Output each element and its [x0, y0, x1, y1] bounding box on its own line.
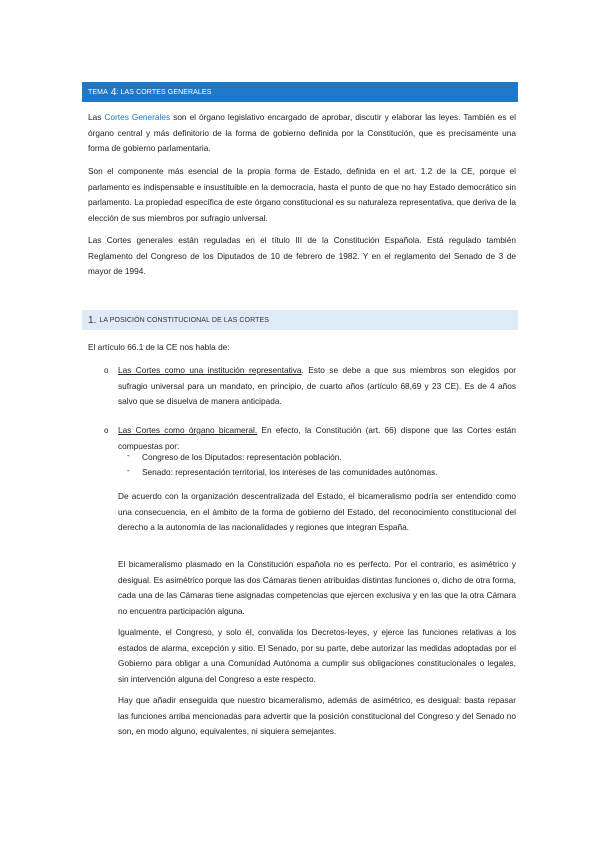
intro-paragraph-2: Son el componente más esencial de la propia forma de Estado, definida en el art. 1.2 de la CE, porque el parlamento es indispensable e insustituible en la democracia, hasta el punto de que no hay Estado democrático sin parlamento. La propiedad específica de este órgano constitucional es su naturaleza representativa, que deriva de la elección de sus miembros por sufragio universal.: [88, 166, 516, 223]
tema-title: : LAS CORTES GENERALES: [116, 88, 212, 96]
section-1-lead: El artículo 66.1 de la CE nos habla de:: [88, 342, 230, 352]
intro-p1-end: son el órgano legislativo encargado de aprobar, discutir y elaborar las leyes. También es el órgano central y más definitorio de la forma de gobierno definida por la Constitución, que es precisamente una forma de gobierno parlamentaria.: [88, 112, 516, 153]
section-1-number: 1.: [88, 314, 97, 326]
sub-dash-1: -: [127, 450, 130, 460]
cortes-generales-highlight: Cortes Generales: [104, 112, 171, 122]
paragraph-descentralizada: De acuerdo con la organización descentralizada del Estado, el bicameralismo podría ser entendido como una consecuencia, en el ámbito de la forma de gobierno del Estado, del reconocimiento constitucional del derecho a la autonomía de las nacionalidades y regiones que integran España.: [118, 491, 516, 532]
bullet-1-underlined: Las Cortes como una institución representativa: [118, 365, 302, 375]
tema-prefix: TEMA: [88, 88, 108, 96]
intro-p1-start: Las: [88, 112, 105, 122]
tema-header-band: [82, 82, 518, 102]
section-1-title: LA POSICIÓN CONSTITUCIONAL DE LAS CORTES: [99, 316, 270, 324]
paragraph-asimetrico: El bicameralismo plasmado en la Constitución española no es perfecto. Por el contrario, es asimétrico y desigual. Es asimétrico porque las dos Cámaras tienen atribuidas distintas funciones o, dicho de otra forma, cada una de las Cámaras tiene asignadas competencias que ejercen exclusiva y en las que la otra Cámara no encuentra participación alguna.: [118, 559, 516, 616]
bullet-marker-1: o: [104, 366, 109, 375]
sub-item-congreso: Congreso de los Diputados: representación población.: [142, 452, 342, 462]
bullet-2-text: En efecto, la Constitución (art. 66) dispone que las Cortes están compuestas por:: [118, 425, 517, 451]
paragraph-desigual: Hay que añadir enseguida que nuestro bicameralismo, además de asimétrico, es desigual: basta repasar las funciones arriba mencionadas para advertir que la posición constitucional del Congreso y del Senado no son, en modo alguno, equivalentes, ni siquiera semejantes.: [118, 695, 516, 736]
intro-paragraph-3: Las Cortes generales están reguladas en el título III de la Constitución Española. Está regulado también Reglamento del Congreso de los Diputados de 10 de febrero de 1982. Y en el reglamento del Senado de 3 de mayor de 1994.: [88, 235, 516, 276]
sub-dash-2: -: [127, 465, 130, 475]
sub-item-senado: Senado: representación territorial, los intereses de las comunidades autónomas.: [142, 467, 438, 477]
tema-number: 4: [110, 86, 117, 98]
section-1-header-band: [82, 310, 518, 330]
bullet-item-1: [118, 363, 516, 410]
paragraph-congreso-senado: Igualmente, el Congreso, y solo él, convalida los Decretos-leyes, y ejerce las funciones relativas a los estados de alarma, excepción y sitio. El Senado, por su parte, debe autorizar las medidas adoptadas por el Gobierno para obligar a una Comunidad Autónoma a cumplir sus obligaciones constitucionales o legales, sin intervención alguna del Congreso a este respecto.: [118, 627, 516, 684]
intro-paragraph-1: [88, 110, 516, 157]
bullet-marker-2: o: [104, 426, 109, 435]
bullet-2-underlined: Las Cortes como órgano bicameral.: [118, 425, 258, 435]
bullet-1-text: . Esto se debe a que sus miembros son elegidos por sufragio universal para un mandato, en principio, de cuarto años (artículo 68,69 y 23 CE). Es de 4 años salvo que se disuelva de manera anticipada.: [118, 365, 516, 406]
